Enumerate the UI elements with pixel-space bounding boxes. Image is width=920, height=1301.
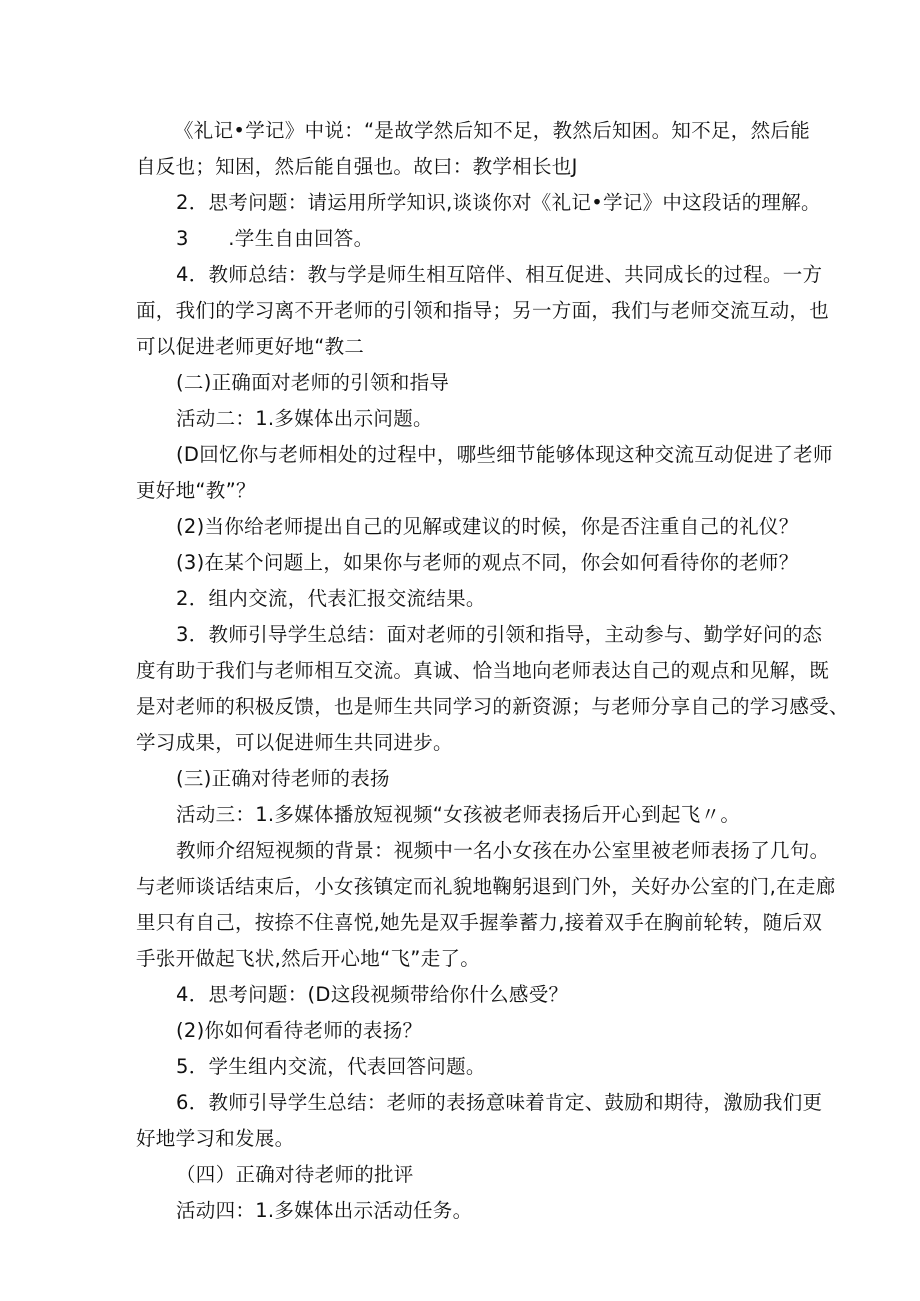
text-line: 可以促进老师更好地“教二 bbox=[136, 335, 365, 358]
text-line: 度有助于我们与老师相互交流。真诚、恰当地向老师表达自己的观点和见解，既 bbox=[136, 659, 830, 682]
text-line: 活动二：1.多媒体出示问题。 bbox=[176, 407, 433, 430]
text-line: 手张开做起飞状,然后开心地“飞”走了。 bbox=[136, 947, 481, 970]
text-line: 活动四：1.多媒体出示活动任务。 bbox=[176, 1199, 473, 1222]
text-line: (D回忆你与老师相处的过程中，哪些细节能够体现这种交流互动促进了老师 bbox=[176, 443, 833, 466]
text-line: 更好地“教”？ bbox=[136, 479, 256, 502]
section-heading: （四）正确对待老师的批评 bbox=[176, 1163, 414, 1186]
text-line: 自反也；知困，然后能自强也。故曰：教学相长也J bbox=[136, 155, 578, 178]
text-line: (3)在某个问题上，如果你与老师的观点不同，你会如何看待你的老师？ bbox=[176, 551, 799, 574]
text-line: 是对老师的积极反馈，也是师生共同学习的新资源；与老师分享自己的学习感受、 bbox=[136, 695, 849, 718]
text-line: 3．教师引导学生总结：面对老师的引领和指导，主动参与、勤学好问的态 bbox=[176, 623, 823, 646]
text-line: 3 .学生自由回答。 bbox=[176, 227, 374, 250]
text-line: (2)当你给老师提出自己的见解或建议的时候，你是否注重自己的礼仪？ bbox=[176, 515, 799, 538]
text-line: 里只有自己，按捺不住喜悦,她先是双手握拳蓄力,接着双手在胸前轮转，随后双 bbox=[136, 911, 823, 934]
text-line: 学习成果，可以促进师生共同进步。 bbox=[136, 731, 453, 754]
text-line: 与老师谈话结束后，小女孩镇定而礼貌地鞠躬退到门外，关好办公室的门,在走廊 bbox=[136, 875, 836, 898]
text-line: (2)你如何看待老师的表扬？ bbox=[176, 1019, 423, 1042]
text-line: 6．教师引导学生总结：老师的表扬意味着肯定、鼓励和期待，激励我们更 bbox=[176, 1091, 823, 1114]
text-line: 4．教师总结：教与学是师生相互陪伴、相互促进、共同成长的过程。一方 bbox=[176, 263, 823, 286]
text-line: 2．组内交流，代表汇报交流结果。 bbox=[176, 587, 486, 610]
text-line: 《礼记•学记》中说：“是故学然后知不足，教然后知困。知不足，然后能 bbox=[174, 119, 811, 142]
text-line: 活动三：1.多媒体播放短视频“女孩被老师表扬后开心到起飞〃。 bbox=[176, 803, 741, 826]
text-line: 教师介绍短视频的背景：视频中一名小女孩在办公室里被老师表扬了几句。 bbox=[176, 839, 830, 862]
text-line: 5．学生组内交流，代表回答问题。 bbox=[176, 1055, 486, 1078]
section-heading: (三)正确对待老师的表扬 bbox=[176, 767, 390, 790]
text-line: 2．思考问题：请运用所学知识,谈谈你对《礼记•学记》中这段话的理解。 bbox=[176, 191, 821, 214]
text-line: 好地学习和发展。 bbox=[136, 1127, 295, 1150]
text-line: 面，我们的学习离不开老师的引领和指导；另一方面，我们与老师交流互动，也 bbox=[136, 299, 830, 322]
text-line: 4．思考问题：(D这段视频带给你什么感受？ bbox=[176, 983, 569, 1006]
section-heading: (二)正确面对老师的引领和指导 bbox=[176, 371, 450, 394]
